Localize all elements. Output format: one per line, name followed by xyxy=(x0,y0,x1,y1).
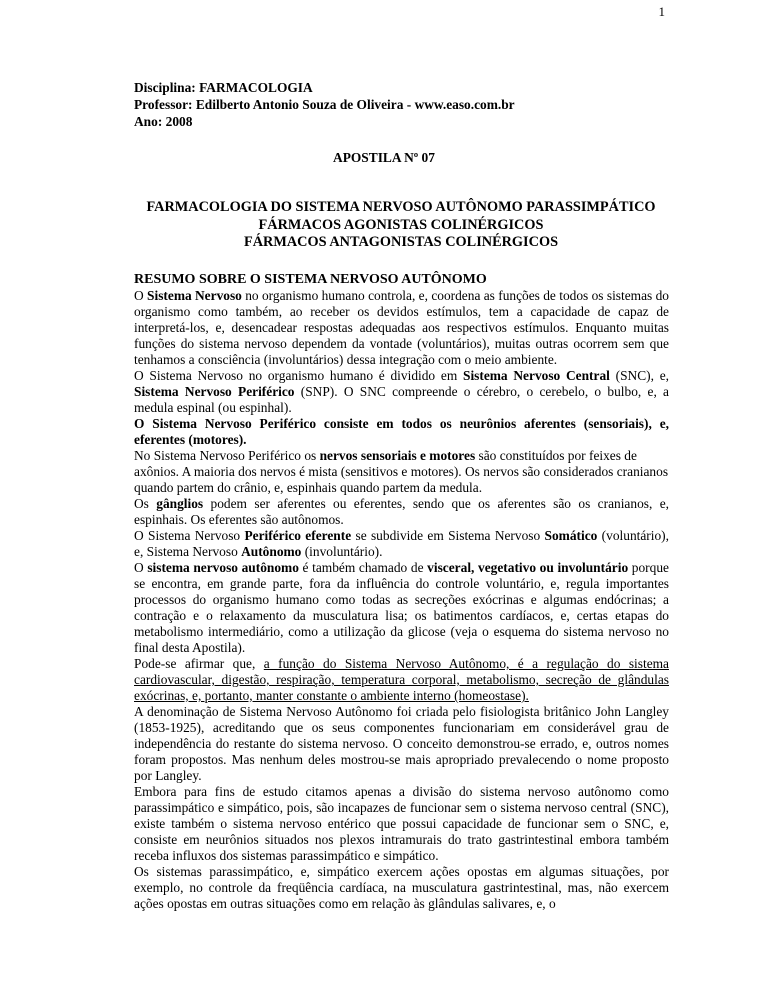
paragraph-9: A denominação de Sistema Nervoso Autônomo foi criada pelo fisiologista britânico John Langley (1853-1925), acreditando que os seus componentes funcionariam em considerável grau de independência do restante do sistema nervoso. O conceito demonstrou-se errado, e, outros nomes foram propostos. Mas nenhum deles mostrou-se mais apropriado prevalecendo o nome proposto por Langley. xyxy=(134,704,669,783)
title-line-2: FÁRMACOS AGONISTAS COLINÉRGICOS xyxy=(258,216,544,233)
p2-bold-b: Sistema Nervoso Central xyxy=(463,368,610,383)
section-heading: RESUMO SOBRE O SISTEMA NERVOSO AUTÔNOMO xyxy=(134,272,487,287)
paragraph-10: Embora para fins de estudo citamos apenas a divisão do sistema nervoso autônomo como parassimpático e simpático, pois, são incapazes de funcionar sem o sistema nervoso central (SNC), existe também o sistema nervoso entérico que possui capacidade de funcionar sem o SNC, e, consiste em neurônios situados nos plexos intramurais do trato gastrintestinal embora também receba influxos dos sistemas parassimpático e simpático. xyxy=(134,784,669,863)
title-line-1: FARMACOLOGIA DO SISTEMA NERVOSO AUTÔNOMO PARASSIMPÁTICO xyxy=(146,199,656,215)
p6-text-e: (voluntário), e, Sistema Nervoso xyxy=(134,528,669,559)
title-line-3: FÁRMACOS ANTAGONISTAS COLINÉRGICOS xyxy=(243,234,559,250)
p3-bold: O Sistema Nervoso Periférico consiste em todos os neurônios aferentes (sensoriais), e, eferentes (motores). xyxy=(134,416,669,447)
p1-text-c: no organismo humano controla, e, coordena as funções de todos os sistemas do organismo como também, ao receber os devidos estímulos, tem a capacidade de capaz de interpretá-los, e, desencadear respostas adequadas aos respectivos estímulos. Enquanto muitas funções do sistema nervoso dependem da vontade (voluntários), muitas outras ocorrem sem que tenhamos a consciência (involuntários) dessa integração com o meio ambiente. xyxy=(134,288,669,367)
p1-bold: Sistema Nervoso xyxy=(147,288,242,303)
p7-text-c: é também chamado de xyxy=(298,560,428,575)
p7-bold-d: visceral, vegetativo ou involuntário xyxy=(427,560,629,575)
p6-bold-b: Periférico eferente xyxy=(244,528,352,543)
paragraph-8 xyxy=(134,656,669,704)
paragraph-11: Os sistemas parassimpático, e, simpático exercem ações opostas em algumas situações, por exemplo, no controle da freqüência cardíaca, na musculatura gastrintestinal, mas, não exercem ações opostas em outras situações como em relação às glândulas salivares, e, o xyxy=(134,864,669,911)
p1-text-a: O xyxy=(134,288,148,303)
p5-text-c: podem ser aferentes ou eferentes, sendo que os aferentes são os cranianos, e, espinhais. Os eferentes são autônomos. xyxy=(134,496,669,527)
p2-text-a: O Sistema Nervoso no organismo humano é dividido em xyxy=(134,368,463,383)
p2-text-c: (SNC), e, xyxy=(609,368,669,383)
p2-bold-d: Sistema Nervoso Periférico xyxy=(134,384,295,399)
year-line: Ano: 2008 xyxy=(134,114,193,129)
p8-underlined: a função do Sistema Nervoso Autônomo, é a regulação do sistema cardiovascular, digestão, respiração, temperatura corporal, metabolismo, secreção de glândulas exócrinas, e, portanto, manter constante o ambiente interno (homeostase). xyxy=(134,656,669,703)
p5-bold: gânglios xyxy=(156,496,204,511)
p6-text-c: se subdivide em Sistema Nervoso xyxy=(351,528,545,543)
paragraph-5 xyxy=(134,496,669,528)
apostila-number: APOSTILA Nº 07 xyxy=(333,150,435,165)
page-number: 1 xyxy=(658,4,665,19)
paragraph-7 xyxy=(134,560,669,656)
p4-bold: nervos sensoriais e motores xyxy=(319,448,476,463)
course-header xyxy=(134,79,674,130)
paragraph-6 xyxy=(134,528,669,560)
document-body xyxy=(134,271,669,912)
paragraph-1 xyxy=(134,288,669,368)
p7-text-e: porque se encontra, em grande parte, fora da influência do controle voluntário, e, regula importantes processos do organismo humano como todas as secreções exócrinas e algumas endócrinas; a contração e o relaxamento da musculatura lisa; os batimentos cardíacos, e, certas etapas do metabolismo intermediário, como a utilização da glicose (veja o esquema do sistema nervoso no final desta Apostila). xyxy=(134,560,669,655)
discipline-line: Disciplina: FARMACOLOGIA xyxy=(134,80,313,95)
paragraph-3 xyxy=(134,416,669,448)
p7-text-a: O xyxy=(134,560,148,575)
p6-bold-f: Autônomo xyxy=(241,544,302,559)
paragraph-4 xyxy=(134,448,669,496)
p6-text-g: (involuntário). xyxy=(301,544,383,559)
p4-text-c: são constituídos por feixes de axônios. A maioria dos nervos é mista (sensitivos e motores). Os nervos são considerados cranianos quando partem do crânio, e, espinhais quando partem da medula. xyxy=(134,448,669,495)
p8-text-a: Pode-se afirmar que, xyxy=(134,656,264,671)
p5-text-a: Os xyxy=(134,496,157,511)
professor-line: Professor: Edilberto Antonio Souza de Oliveira - www.easo.com.br xyxy=(134,97,515,112)
p6-bold-d: Somático xyxy=(544,528,598,543)
p7-bold-b: sistema nervoso autônomo xyxy=(147,560,299,575)
document-titles xyxy=(134,199,668,252)
p4-text-a: No Sistema Nervoso Periférico os xyxy=(134,448,320,463)
p6-text-a: O Sistema Nervoso xyxy=(134,528,245,543)
p2-text-e: (SNP). O SNC compreende o cérebro, o cerebelo, o bulbo, e, a medula espinal (ou espinhal). xyxy=(134,384,669,415)
paragraph-2 xyxy=(134,368,669,416)
